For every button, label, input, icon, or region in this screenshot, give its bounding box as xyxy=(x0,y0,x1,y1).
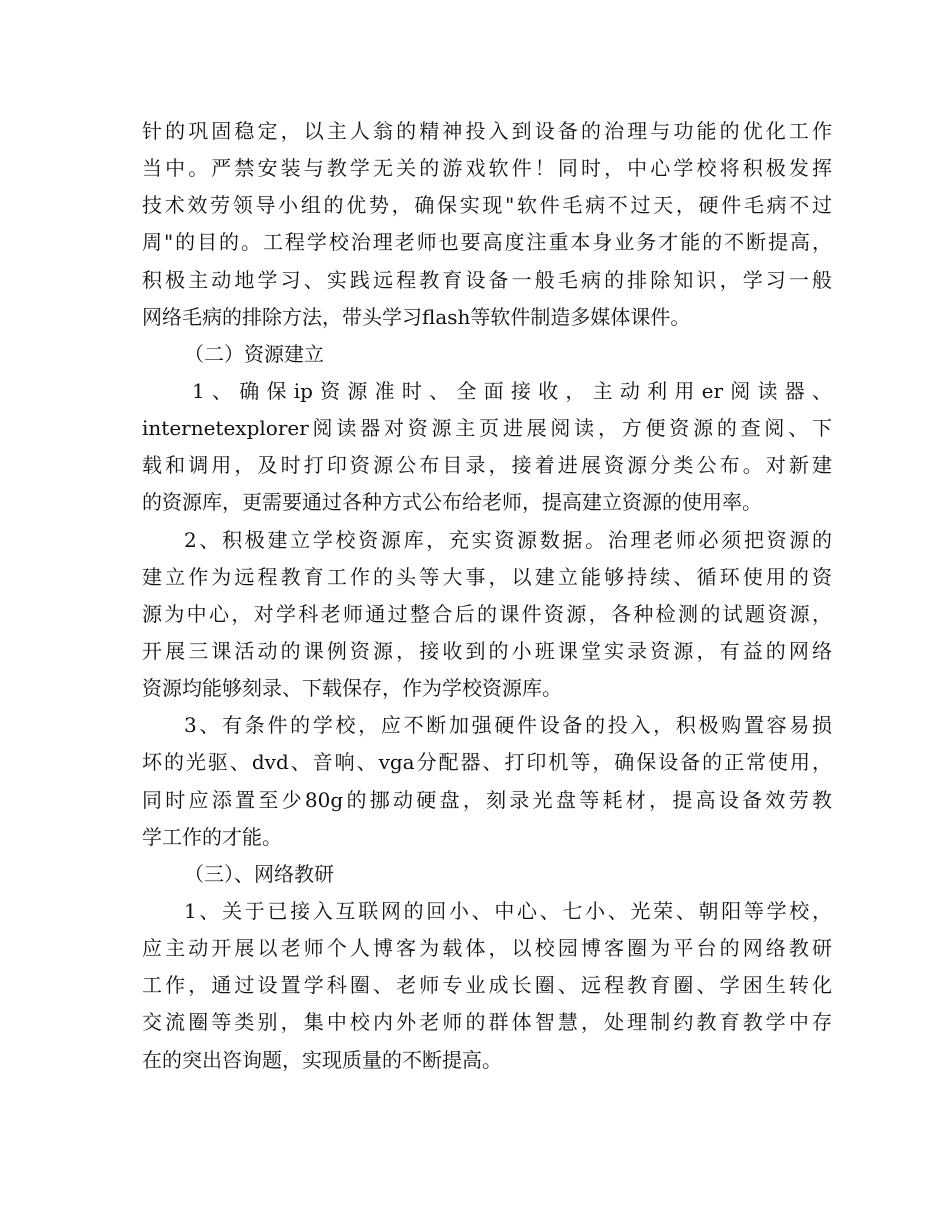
text-line: 积极主动地学习、实践远程教育设备一般毛病的排除知识，学习一般 xyxy=(142,267,832,292)
text-line: 网络毛病的排除方法，带头学习flash等软件制造多媒体课件。 xyxy=(142,304,691,329)
text-line: 应主动开展以老师个人博客为载体，以校园博客圈为平台的网络教研 xyxy=(142,936,832,961)
text-line: 工作，通过设置学科圈、老师专业成长圈、远程教育圈、学困生转化 xyxy=(142,973,832,998)
text-line: 载和调用，及时打印资源公布目录，接着进展资源分类公布。对新建 xyxy=(142,453,832,478)
text-line: 开展三课活动的课例资源，接收到的小班课堂实录资源，有益的网络 xyxy=(142,638,832,663)
text-line: 1、确保ip资源准时、全面接收，主动利用er阅读器、 xyxy=(192,378,832,403)
text-line: 资源均能够刻录、下载保存，作为学校资源库。 xyxy=(142,676,562,701)
section-heading-resource: （二）资源建立 xyxy=(184,341,324,366)
text-line: 3、有条件的学校，应不断加强硬件设备的投入，积极购置容易损 xyxy=(184,713,832,738)
document-body xyxy=(142,113,832,1079)
text-line: 1、关于已接入互联网的回小、中心、七小、光荣、朝阳等学校， xyxy=(184,898,832,923)
text-line: internetexplorer阅读器对资源主页进展阅读，方便资源的查阅、下 xyxy=(142,416,832,441)
text-line: 交流圈等类别，集中校内外老师的群体智慧，处理制约教育教学中存 xyxy=(142,1010,832,1035)
text-line: 同时应添置至少80g的挪动硬盘，刻录光盘等耗材，提高设备效劳教 xyxy=(142,787,832,812)
text-line: 周"的目的。工程学校治理老师也要高度注重本身业务才能的不断提高， xyxy=(142,230,832,255)
text-line: 学工作的才能。 xyxy=(142,824,282,849)
text-line: 的资源库，更需要通过各种方式公布给老师，提高建立资源的使用率。 xyxy=(142,490,762,515)
section-heading-network: （三）、网络教研 xyxy=(184,861,334,886)
text-line: 当中。严禁安装与教学无关的游戏软件！同时，中心学校将积极发挥 xyxy=(142,156,832,181)
text-line: 在的突出咨询题，实现质量的不断提高。 xyxy=(142,1047,502,1072)
text-line: 源为中心，对学科老师通过整合后的课件资源，各种检测的试题资源， xyxy=(142,601,832,626)
text-line: 技术效劳领导小组的优势，确保实现"软件毛病不过天，硬件毛病不过 xyxy=(142,193,832,218)
text-line: 坏的光驱、dvd、音响、vga分配器、打印机等，确保设备的正常使用， xyxy=(142,750,832,775)
text-line: 建立作为远程教育工作的头等大事，以建立能够持续、循环使用的资 xyxy=(142,564,832,589)
text-line: 针的巩固稳定，以主人翁的精神投入到设备的治理与功能的优化工作 xyxy=(142,119,832,143)
text-line: 2、积极建立学校资源库，充实资源数据。治理老师必须把资源的 xyxy=(184,527,832,552)
